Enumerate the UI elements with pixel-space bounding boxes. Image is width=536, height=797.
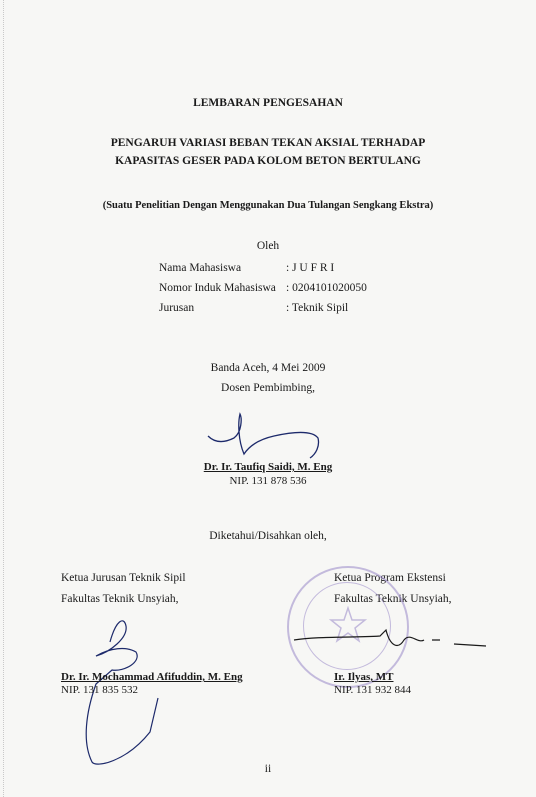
field-value-nim: : 0204101020050 [286, 282, 367, 294]
place-date: Banda Aceh, 4 Mei 2009 [210, 362, 326, 374]
page-heading: LEMBARAN PENGESAHAN [193, 97, 343, 109]
page-number: ii [264, 763, 272, 775]
thesis-title-line2: KAPASITAS GESER PADA KOLOM BETON BERTULANG [115, 155, 421, 167]
supervisor-nip: NIP. 131 878 536 [229, 475, 307, 487]
supervisor-name: Dr. Ir. Taufiq Saidi, M. Eng [203, 461, 333, 473]
left-signer-role1: Ketua Jurusan Teknik Sipil [61, 572, 186, 584]
field-label-name: Nama Mahasiswa [159, 262, 242, 274]
supervisor-signature [200, 408, 325, 466]
right-signer-nip: NIP. 131 932 844 [334, 684, 412, 696]
field-value-name: : J U F R I [286, 262, 335, 274]
left-signer-role2: Fakultas Teknik Unsyiah, [61, 593, 179, 605]
right-signer-name: Ir. Ilyas, MT [334, 671, 394, 683]
left-signer-nip: NIP. 131 835 532 [61, 684, 139, 696]
field-label-jurusan: Jurusan [159, 302, 195, 314]
approved-by: Diketahui/Disahkan oleh, [209, 530, 327, 542]
thesis-title-line1: PENGARUH VARIASI BEBAN TEKAN AKSIAL TERHADAP [110, 137, 426, 149]
field-label-nim: Nomor Induk Mahasiswa [159, 282, 276, 294]
supervisor-role: Dosen Pembimbing, [221, 382, 315, 394]
binding-edge [3, 0, 8, 797]
right-signer-role2: Fakultas Teknik Unsyiah, [334, 593, 452, 605]
oleh-label: Oleh [256, 240, 280, 252]
thesis-subtitle: (Suatu Penelitian Dengan Menggunakan Dua Tulangan Sengkang Ekstra) [102, 200, 434, 211]
field-value-jurusan: : Teknik Sipil [286, 302, 349, 314]
right-signer-role1: Ketua Program Ekstensi [334, 572, 446, 584]
left-signer-name: Dr. Ir. Mochammad Afifuddin, M. Eng [61, 671, 243, 683]
right-signer-signature [290, 610, 490, 670]
